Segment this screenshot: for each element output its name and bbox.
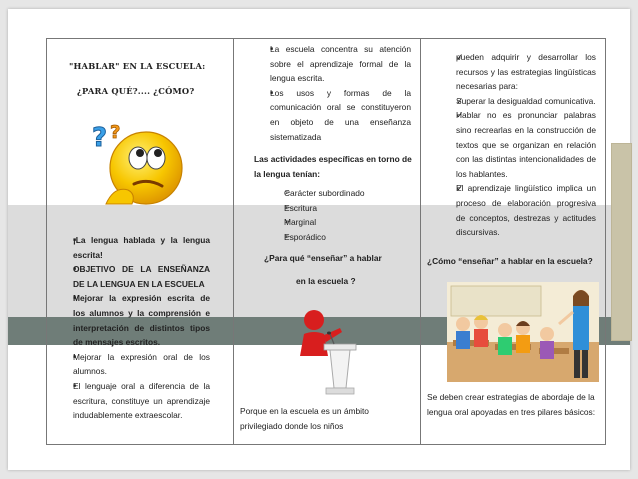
- col1-bullet-list: [58, 233, 210, 423]
- column-1: [46, 38, 233, 445]
- list-item: ➢ Carácter subordinado: [268, 186, 408, 201]
- panel-title: "HABLAR" EN LA ESCUELA:: [69, 61, 206, 71]
- col3-question: ¿Cómo “enseñar” a hablar en la escuela?: [427, 256, 593, 266]
- list-item: ✓ Superar la desigualdad comunicativa.: [437, 94, 596, 109]
- list-item: ■ El lenguaje oral a diferencia de la escritura, constituye un aprendizaje indudablemente extraescolar.: [58, 379, 210, 423]
- classroom-image-icon: [447, 282, 599, 382]
- list-item: ✓ pueden adquirir y desarrollar los recursos y las estrategias lingüísticas necesarias para:: [437, 50, 596, 94]
- question-line-2: en la escuela ?: [296, 276, 356, 286]
- thinking-emoji-icon: [86, 116, 196, 218]
- col2-bottom-text: Porque en la escuela es un ámbito privilegiado donde los niños: [240, 406, 369, 431]
- list-item: ■ Los usos y formas de la comunicación oral se constituyeron en objeto de una enseñanza sistematizada: [254, 86, 411, 144]
- question-mark-blue-icon: ?: [92, 123, 108, 153]
- col2-bullet-list: [254, 42, 411, 144]
- list-item: ■ OBJETIVO DE LA ENSEÑANZA DE LA LENGUA EN LA ESCUELA: [58, 262, 210, 291]
- question-line-1: ¿Para qué “enseñar” a hablar: [264, 253, 382, 263]
- list-item: ■ La escuela concentra su atención sobre el aprendizaje formal de la lengua escrita.: [254, 42, 411, 86]
- col3-check-list: [437, 50, 596, 240]
- panel-subtitle: ¿PARA QUÉ?.... ¿CÓMO?: [77, 86, 195, 96]
- speaker-podium-icon: [294, 306, 364, 398]
- column-3: [420, 38, 606, 445]
- list-item: ➢ Escritura: [268, 201, 408, 216]
- col3-bottom-text: Se deben crear estrategias de abordaje de la lengua oral apoyadas en tres pilares básicos:: [427, 392, 596, 417]
- list-item: ➢ Marginal: [268, 215, 408, 230]
- activities-list: [268, 186, 408, 244]
- list-item: ■ Mejorar la expresión escrita de los alumnos y la comprensión e interpretación de distintos tipos de mensajes escritos.: [58, 291, 210, 349]
- list-item: ✓ El aprendizaje lingüístico implica un proceso de elaboración progresiva de conceptos, destrezas y actitudes discursivas.: [437, 181, 596, 239]
- list-item: ■ Mejorar la expresión oral de los alumnos.: [58, 350, 210, 379]
- column-2: [233, 38, 420, 445]
- activities-heading: Las actividades específicas en torno de la lengua tenían:: [254, 154, 412, 179]
- list-item: ➢ Esporádico: [268, 230, 408, 245]
- question-mark-orange-icon: ?: [110, 122, 121, 143]
- list-item: ✓ Hablar no es pronunciar palabras sino recrearlas en la construcción de textos que se organizan en relación con las distintas intencionalidades de los hablantes.: [437, 108, 596, 181]
- list-item: ■ ¡La lengua hablada y la lengua escrita!: [58, 233, 210, 262]
- decorative-side-box: [611, 143, 632, 341]
